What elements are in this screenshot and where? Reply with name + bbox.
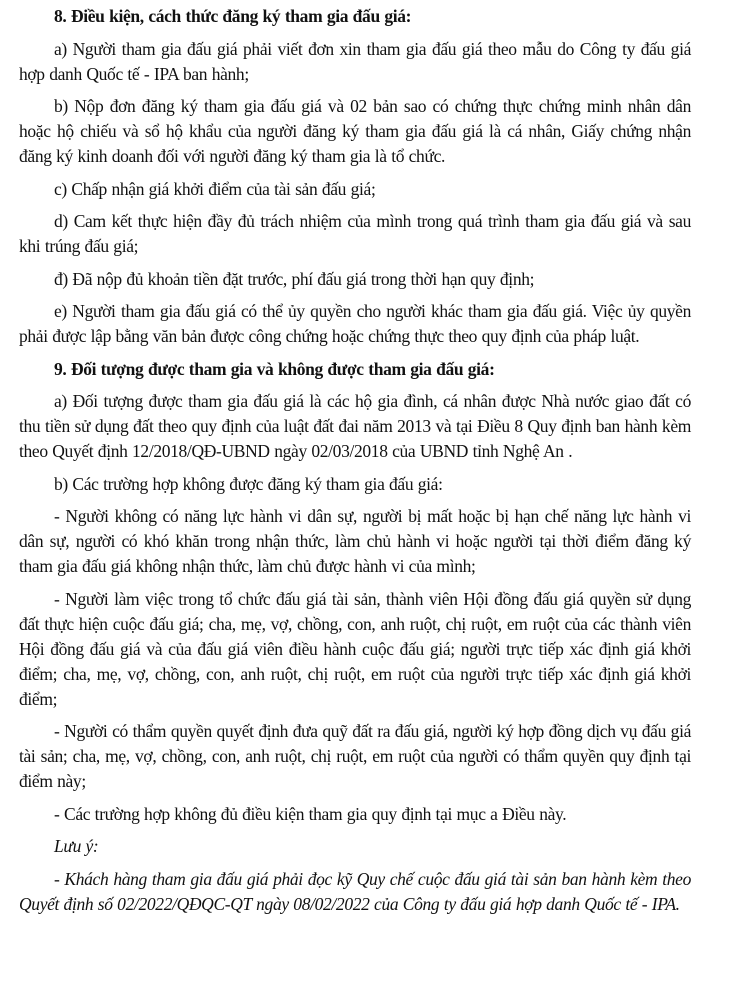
section-9-bullet-1: - Người không có năng lực hành vi dân sự, người bị mất hoặc bị hạn chế năng lực hành vi dân sự, người có khó khăn trong nhận thức, làm chủ hành vi hoặc người tại thời điểm đăng ký tham gia đấu giá không nhận thức, làm chủ được hành vi của mình; (19, 506, 691, 576)
section-8-item-a: a) Người tham gia đấu giá phải viết đơn xin tham gia đấu giá theo mẫu do Công ty đấu giá hợp danh Quốc tế - IPA ban hành; (19, 38, 691, 84)
section-8-item-c: c) Chấp nhận giá khởi điểm của tài sản đấu giá; (54, 178, 376, 199)
section-8-heading: 8. Điều kiện, cách thức đăng ký tham gia đấu giá: (54, 6, 412, 26)
note-label: Lưu ý: (54, 836, 99, 856)
section-9-item-b: b) Các trường hợp không được đăng ký tham gia đấu giá: (54, 473, 443, 494)
document-page (19, 4, 691, 924)
section-9-bullet-4: - Các trường hợp không đủ điều kiện tham gia quy định tại mục a Điều này. (54, 803, 567, 824)
section-8-item-e: e) Người tham gia đấu giá có thể ủy quyền cho người khác tham gia đấu giá. Việc ủy quyền phải được lập bằng văn bản được công chứng hoặc chứng thực theo quy định của pháp luật. (19, 301, 691, 346)
section-9-item-a: a) Đối tượng được tham gia đấu giá là các hộ gia đình, cá nhân được Nhà nước giao đất có thu tiền sử dụng đất theo quy định của luật đất đai năm 2013 và tại Điều 8 Quy định ban hành kèm theo Quyết định 12/2018/QĐ-UBND ngày 02/03/2018 của UBND tỉnh Nghệ An . (19, 391, 691, 461)
section-8-item-d: d) Cam kết thực hiện đầy đủ trách nhiệm của mình trong quá trình tham gia đấu giá và sau khi trúng đấu giá; (19, 211, 691, 256)
section-9-bullet-2: - Người làm việc trong tổ chức đấu giá tài sản, thành viên Hội đồng đấu giá quyền sử dụng đất thực hiện cuộc đấu giá; cha, mẹ, vợ, chồng, con, anh ruột, chị ruột, em ruột của các thành viên Hội đồng đấu giá và của đấu giá viên điều hành cuộc đấu giá; người trực tiếp xác định giá khởi điểm; cha, mẹ, vợ, chồng, con, anh ruột, chị ruột, em ruột của người trực tiếp xác định giá khởi điểm; (19, 588, 691, 709)
note-text: - Khách hàng tham gia đấu giá phải đọc kỹ Quy chế cuộc đấu giá tài sản ban hành kèm theo Quyết định số 02/2022/QĐQC-QT ngày 08/02/2022 của Công ty đấu giá hợp danh Quốc tế - IPA. (19, 868, 691, 914)
section-8-item-dd: đ) Đã nộp đủ khoản tiền đặt trước, phí đấu giá trong thời hạn quy định; (54, 268, 535, 289)
section-9-bullet-3: - Người có thẩm quyền quyết định đưa quỹ đất ra đấu giá, người ký hợp đồng dịch vụ đấu giá tài sản; cha, mẹ, vợ, chồng, con, anh ruột, chị ruột, em ruột của người có thẩm quyền quy định tại điểm này; (19, 721, 691, 791)
section-8-item-b: b) Nộp đơn đăng ký tham gia đấu giá và 02 bản sao có chứng thực chứng minh nhân dân hoặc hộ chiếu và sổ hộ khẩu của người đăng ký tham gia đấu giá là cá nhân, Giấy chứng nhận đăng ký kinh doanh đối với người đăng ký tham gia là tổ chức. (19, 96, 691, 166)
section-9-heading: 9. Đối tượng được tham gia và không được tham gia đấu giá: (54, 358, 495, 379)
